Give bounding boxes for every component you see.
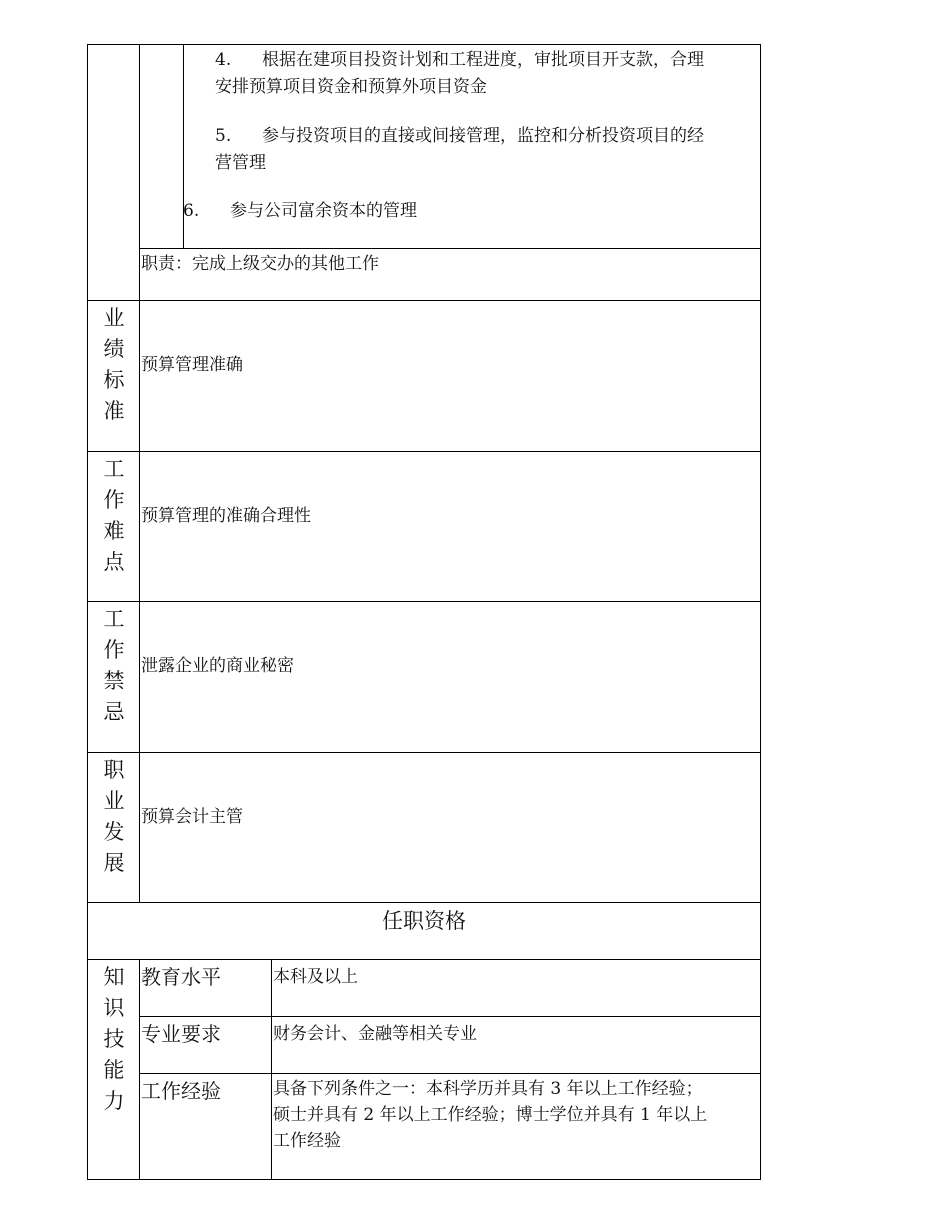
major-value: 财务会计、金融等相关专业 [273,1024,477,1044]
row-divider [87,902,761,903]
experience-value-line-2: 硕士并具有 2 年以上工作经验；博士学位并具有 1 年以上 [273,1105,708,1125]
duty-item-6-number: 6. [183,201,200,221]
taboo-label: 工 作 禁 忌 [103,607,125,724]
row-divider [87,601,761,602]
education-value: 本科及以上 [273,967,358,987]
performance-label: 业 绩 标 准 [103,306,125,423]
row-divider [87,300,761,301]
duty-item-6-text: 参与公司富余资本的管理 [230,201,417,221]
major-label: 专业要求 [141,1022,221,1046]
duty-item-5-text-cont: 营管理 [215,153,266,173]
performance-content: 预算管理准确 [141,355,243,375]
table-border-top [87,44,761,45]
label-column-divider [139,959,140,1180]
duty-item-4-text-cont: 安排预算项目资金和预算外项目资金 [215,77,487,97]
row-divider [139,248,761,249]
table-border-bottom [87,1179,761,1180]
duty-item-4-number: 4. [215,50,232,70]
difficulty-label: 工 作 难 点 [103,457,125,574]
duty-item-4-text: 根据在建项目投资计划和工程进度，审批项目开支款，合理 [262,50,704,70]
duty-item-5-text: 参与投资项目的直接或间接管理，监控和分析投资项目的经 [262,126,704,146]
row-divider [139,1073,761,1074]
taboo-content: 泄露企业的商业秘密 [141,656,294,676]
experience-label: 工作经验 [141,1079,221,1103]
career-label: 职 业 发 展 [103,758,125,875]
experience-value-line-3: 工作经验 [273,1131,341,1151]
difficulty-content: 预算管理的准确合理性 [141,506,311,526]
qualifications-title: 任职资格 [382,909,466,933]
row-divider [87,451,761,452]
education-label: 教育水平 [141,965,221,989]
table-border-right [760,44,761,1180]
row-divider [87,752,761,753]
duty-other: 职责：完成上级交办的其他工作 [141,254,379,274]
row-divider [87,959,761,960]
table-border-left [87,44,88,1180]
sub-label-divider [271,959,272,1180]
experience-value-line-1: 具备下列条件之一：本科学历并具有 3 年以上工作经验； [273,1079,703,1099]
knowledge-skills-label: 知 识 技 能 力 [103,965,125,1113]
row-divider [139,1016,761,1017]
career-content: 预算会计主管 [141,807,243,827]
duty-item-5-number: 5. [215,126,232,146]
label-column-divider [139,44,140,903]
